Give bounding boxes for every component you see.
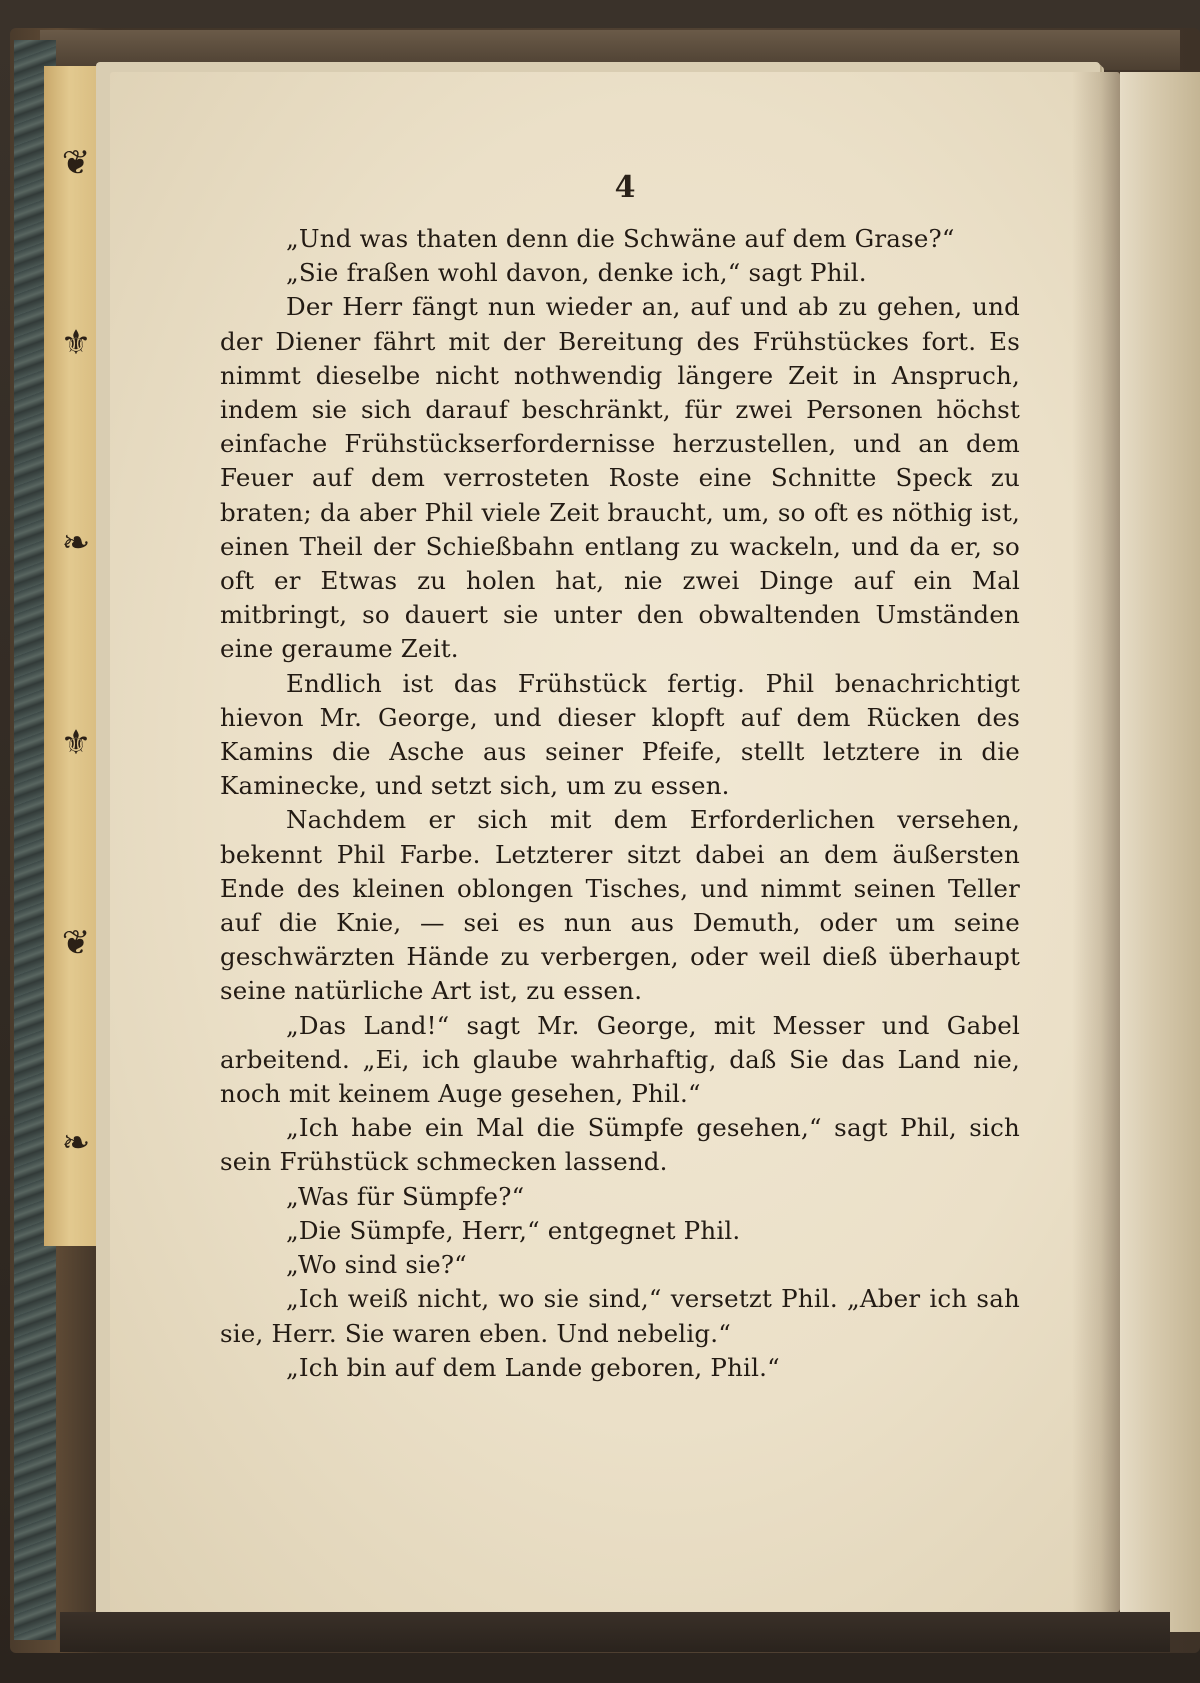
paragraph: „Das Land!“ sagt Mr. George, mit Messer und Gabel arbeitend. „Ei, ich glaube wahrhaftig, daß Sie das Land nie, noch mit keinem Auge gesehen, Phil.“ <box>220 1010 1020 1109</box>
paragraph: „Und was thaten denn die Schwäne auf dem Grase?“ <box>286 224 955 253</box>
spine-ornament-icon: ⚜ <box>60 323 92 363</box>
paragraph: „Ich habe ein Mal die Sümpfe gesehen,“ sagt Phil, sich sein Frühstück schmecken lassend. <box>220 1113 1020 1177</box>
paragraph: „Die Sümpfe, Herr,“ entgegnet Phil. <box>286 1215 741 1245</box>
paragraph: „Wo sind sie?“ <box>286 1250 467 1280</box>
spine-ornament-icon: ❧ <box>61 1123 91 1163</box>
page-text <box>220 222 1020 1385</box>
page-gutter-shadow <box>1072 72 1120 1612</box>
page-number: 4 <box>614 170 636 205</box>
paragraph: „Ich weiß nicht, wo sie sind,“ versetzt Phil. „Aber ich sah sie, Herr. Sie waren eben. Und nebelig.“ <box>220 1284 1020 1348</box>
book-page <box>110 72 1120 1612</box>
paragraph: „Was für Sümpfe?“ <box>286 1181 525 1211</box>
paragraph: Endlich ist das Frühstück fertig. Phil benachrichtigt hievon Mr. George, und dieser klopft auf dem Rücken des Kamins die Asche aus seiner Pfeife, stellt letztere in die Kaminecke, und setzt sich, um zu essen. <box>220 668 1020 801</box>
paragraph: „Ich bin auf dem Lande geboren, Phil.“ <box>286 1352 780 1382</box>
spine-ornament-icon: ❧ <box>61 523 91 563</box>
spine-ornament-icon: ⚜ <box>60 723 92 763</box>
paragraph: „Sie fraßen wohl davon, denke ich,“ sagt Phil. <box>286 258 867 288</box>
paragraph: Nachdem er sich mit dem Erforderlichen versehen, bekennt Phil Farbe. Letzterer sitzt dabei an dem äußersten Ende des kleinen oblongen Tisches, und nimmt seinen Teller auf die Knie, — sei es nun aus Demuth, oder um seine geschwärzten Hände zu verbergen, oder weil dieß überhaupt seine natürliche Art ist, zu essen. <box>220 805 1020 1006</box>
paragraph: Der Herr fängt nun wieder an, auf und ab zu gehen, und der Diener fährt mit der Bereitung des Frühstückes fort. Es nimmt dieselbe nicht nothwendig längere Zeit in Anspruch, indem sie sich darauf beschränkt, für zwei Personen höchst einfache Frühstückserfordernisse herzustellen, und an dem Feuer auf dem verrosteten Roste eine Schnitte Speck zu braten; da aber Phil viele Zeit braucht, um, so oft es nöthig ist, einen Theil der Schießbahn entlang zu wackeln, und da er, so oft er Etwas zu holen hat, nie zwei Dinge auf ein Mal mitbringt, so dauert sie unter den obwaltenden Umständen eine geraume Zeit. <box>220 292 1020 664</box>
spine-ornament-icon: ❦ <box>61 143 91 183</box>
spine-ornament-icon: ❦ <box>61 923 91 963</box>
facing-page-edge <box>1120 72 1200 1632</box>
cover-bottom-edge <box>60 1612 1170 1652</box>
